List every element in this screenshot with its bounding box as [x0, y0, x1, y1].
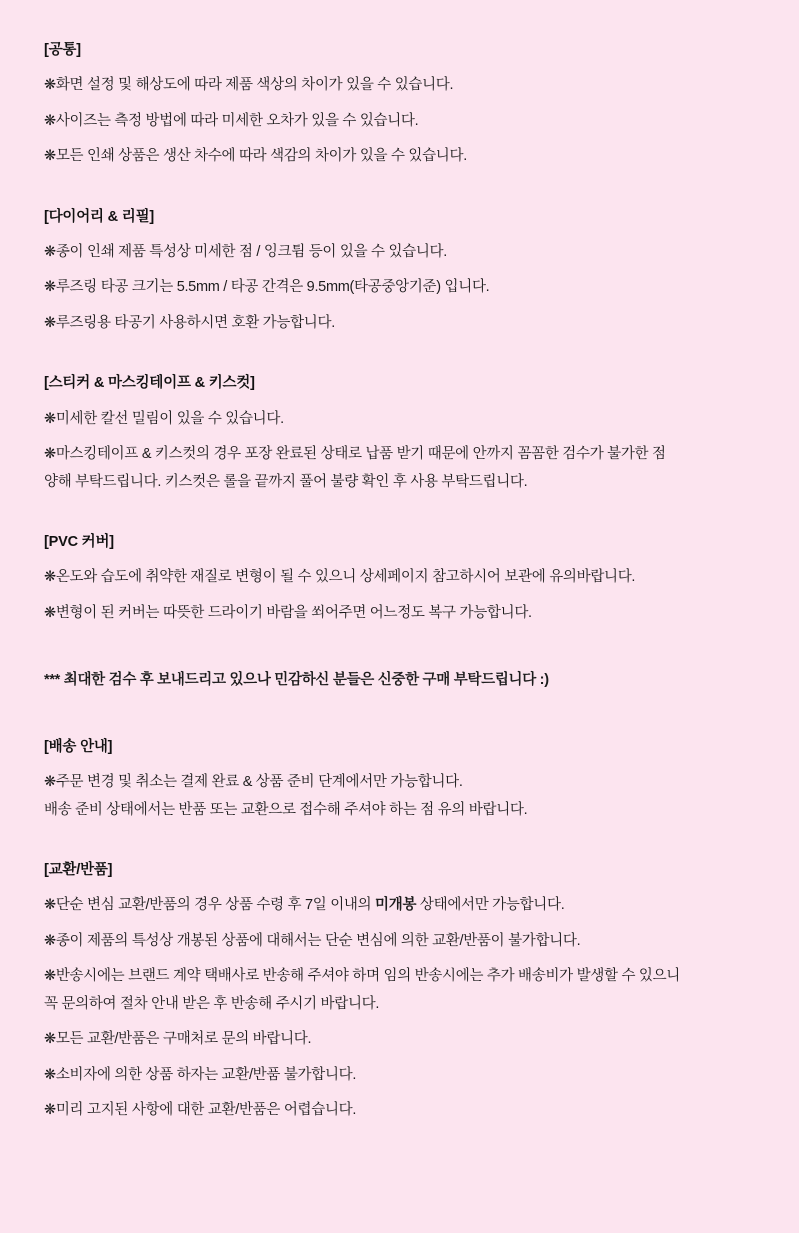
notice-line: ❋온도와 습도에 취약한 재질로 변형이 될 수 있으니 상세페이지 참고하시어 보관에 유의바랍니다. — [44, 569, 636, 586]
section-heading-sticker-masking-kisscut: [스티커 & 마스킹테이프 & 키스컷] — [44, 375, 255, 392]
notice-line: ❋루즈링용 타공기 사용하시면 호환 가능합니다. — [44, 314, 335, 331]
inspection-note: *** 최대한 검수 후 보내드리고 있으나 민감하신 분들은 신중한 구매 부탁드립니다 :) — [44, 672, 549, 689]
spacer — [44, 637, 755, 669]
section-heading-diary-refill: [다이어리 & 리필] — [44, 208, 155, 225]
notice-line-continuation: 양해 부탁드립니다. 키스컷은 롤을 끝까지 풀어 불량 확인 후 사용 부탁드립니다. — [44, 473, 528, 490]
notice-line: ❋종이 제품의 특성상 개봉된 상품에 대해서는 단순 변심에 의한 교환/반품이 불가합니다. — [44, 932, 581, 949]
section-heading-pvc-cover: [PVC 커버] — [44, 534, 114, 551]
section-heading-exchange-return: [교환/반품] — [44, 862, 113, 879]
notice-line: ❋루즈링 타공 크기는 5.5mm / 타공 간격은 9.5mm(타공중앙기준) 입니다. — [44, 279, 490, 296]
notice-line: ❋소비자에 의한 상품 하자는 교환/반품 불가합니다. — [44, 1066, 357, 1083]
section-shipping — [44, 737, 755, 821]
notice-line: ❋종이 인쇄 제품 특성상 미세한 점 / 잉크튐 등이 있을 수 있습니다. — [44, 244, 447, 260]
notice-line-with-emphasis — [44, 894, 755, 916]
notice-line: ❋모든 인쇄 상품은 생산 차수에 따라 색감의 차이가 있을 수 있습니다. — [44, 148, 467, 165]
spacer — [44, 705, 755, 737]
section-diary-refill — [44, 207, 755, 335]
section-pvc-cover — [44, 532, 755, 624]
notice-line: ❋화면 설정 및 해상도에 따라 제품 색상의 차이가 있을 수 있습니다. — [44, 77, 454, 94]
section-common — [44, 40, 755, 168]
notice-line: ❋마스킹테이프 & 키스컷의 경우 포장 완료된 상태로 납품 받기 때문에 안까지 꼼꼼한 검수가 불가한 점 — [44, 446, 666, 463]
notice-line-continuation: 배송 준비 상태에서는 반품 또는 교환으로 접수해 주셔야 하는 점 유의 바랍니다. — [44, 801, 528, 818]
notice-line: ❋변형이 된 커버는 따뜻한 드라이기 바람을 쐬어주면 어느정도 복구 가능합니다. — [44, 604, 532, 621]
notice-line: ❋사이즈는 측정 방법에 따라 미세한 오차가 있을 수 있습니다. — [44, 112, 419, 129]
exchange-line-emphasis: 미개봉 — [375, 897, 417, 914]
exchange-line-prefix: ❋단순 변심 교환/반품의 경우 상품 수령 후 7일 이내의 — [44, 897, 376, 914]
notice-line: ❋모든 교환/반품은 구매처로 문의 바랍니다. — [44, 1031, 312, 1048]
notice-line: ❋미리 고지된 사항에 대한 교환/반품은 어렵습니다. — [44, 1102, 357, 1119]
section-heading-shipping: [배송 안내] — [44, 738, 113, 755]
notice-line-continuation: 꼭 문의하여 절차 안내 받은 후 반송해 주시기 바랍니다. — [44, 995, 380, 1012]
section-sticker-masking-kisscut — [44, 373, 755, 493]
notice-line: ❋반송시에는 브랜드 계약 택배사로 반송해 주셔야 하며 임의 반송시에는 추가 배송비가 발생할 수 있으니 — [44, 968, 681, 985]
spacer — [44, 347, 755, 373]
spacer — [44, 834, 755, 860]
section-heading-common: [공통] — [44, 42, 81, 58]
notice-line: ❋미세한 칼선 밀림이 있을 수 있습니다. — [44, 410, 284, 427]
spacer — [44, 506, 755, 532]
spacer — [44, 181, 755, 207]
exchange-line-suffix: 상태에서만 가능합니다. — [416, 897, 565, 914]
section-exchange-return — [44, 860, 755, 1122]
notice-line: ❋주문 변경 및 취소는 결제 완료 & 상품 준비 단계에서만 가능합니다. — [44, 774, 463, 791]
